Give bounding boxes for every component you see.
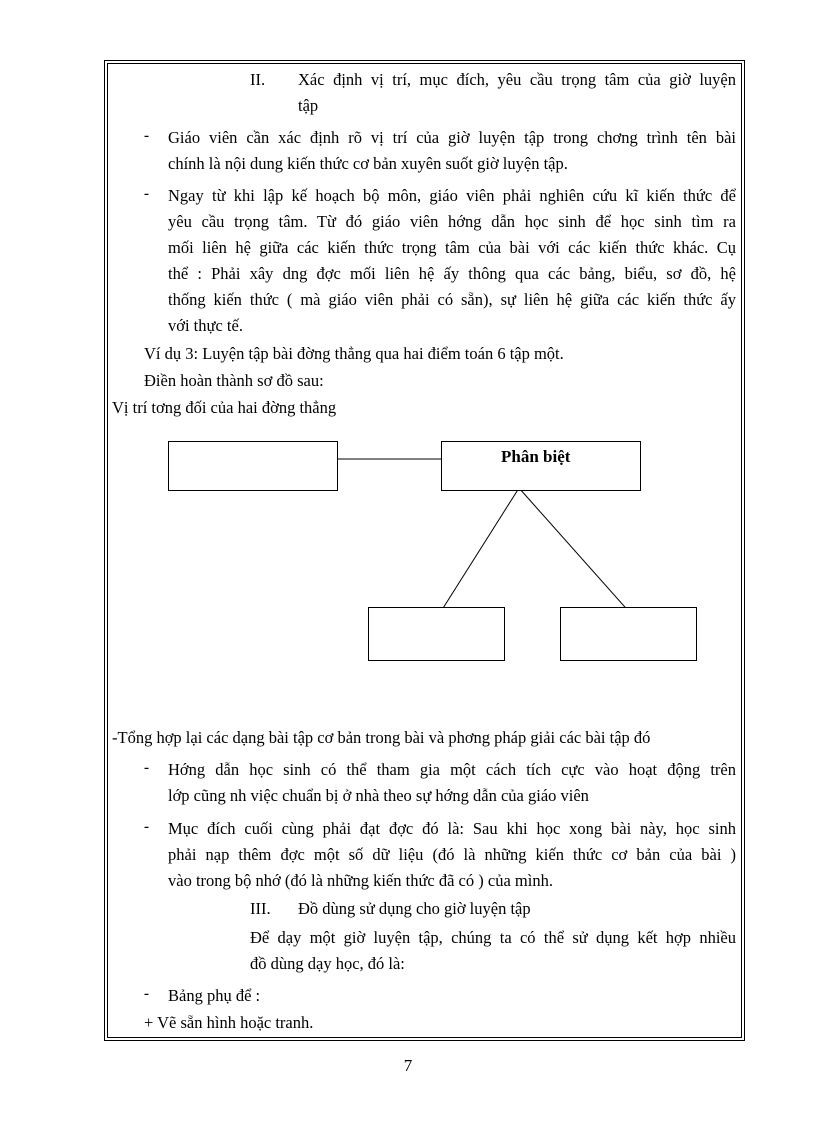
diagram-box-phan-biet [441,441,641,491]
bullet-a2-line3: mối liên hệ giữa các kiến thức trọng tâm của bài với các kiến thức khác. Cụ [168,238,736,257]
summary-line: -Tổng hợp lại các dạng bài tập cơ bản trong bài và phơng pháp giải các bài tập đó [112,728,651,747]
bullet-dash-icon: - [144,986,149,1002]
diagram-box-empty-bottom-left [368,607,505,661]
bullet-dash-icon: - [144,128,149,144]
section-2-title-cont: tập [298,96,319,115]
diagram-box-empty-left [168,441,338,491]
bullet-dash-icon: - [144,819,149,835]
section-3-para-line2: đồ dùng dạy học, đó là: [250,954,405,973]
section-2-numeral: II. [250,70,266,89]
section-3-title: Đồ dùng sử dụng cho giờ luyện tập [298,899,531,918]
bullet-dash-icon: - [144,186,149,202]
example-title: Ví dụ 3: Luyện tập bài đờng thẳng qua hai điểm toán 6 tập một. [144,344,564,363]
example-instruction: Điền hoàn thành sơ đồ sau: [144,371,324,390]
diagram-caption: Vị trí tơng đối của hai đờng thẳng [112,398,337,417]
bullet-b2-line3: vào trong bộ nhớ (đó là những kiến thức đã có ) của mình. [168,871,553,890]
section-3-numeral: III. [250,899,271,918]
bullet-dash-icon: - [144,760,149,776]
bullet-a1-line1: Giáo viên cần xác định rõ vị trí của giờ luyện tập trong chơng trình tên bài [168,128,736,147]
bullet-b2-line2: phải nạp thêm đợc một số dữ liệu (đó là những kiến thức cơ bản của bài ) [168,845,736,864]
bullet-b2-line1: Mục đích cuối cùng phải đạt đợc đó là: Sau khi học xong bài này, học sinh [168,819,736,838]
bullet-c: Bảng phụ để : [168,986,261,1005]
section-2-title: Xác định vị trí, mục đích, yêu cầu trọng tâm của giờ luyện [298,70,736,89]
plus-line: + Vẽ sẵn hình hoặc tranh. [144,1013,314,1032]
bullet-a1-line2: chính là nội dung kiến thức cơ bản xuyên suốt giờ luyện tập. [168,154,568,173]
diagram-box-empty-bottom-right [560,607,697,661]
page-number: 7 [403,1056,413,1075]
bullet-a2-line5: thống kiến thức ( mà giáo viên phải có sẵn), sự liên hệ giữa các kiến thức ấy [168,290,736,309]
bullet-a2-line4: thể : Phải xây dng đợc mối liên hệ ấy thông qua các bảng, biểu, sơ đồ, hệ [168,264,736,283]
bullet-a2-line1: Ngay từ khi lập kế hoạch bộ môn, giáo viên phải nghiên cứu kĩ kiến thức để [168,186,736,205]
bullet-b1-line2: lớp cũng nh việc chuẩn bị ở nhà theo sự hớng dẫn của giáo viên [168,786,589,805]
bullet-b1-line1: Hớng dẫn học sinh có thể tham gia một cách tích cực vào hoạt động trên [168,760,736,779]
arrow-left [433,488,519,624]
diagram-box-label: Phân biệt [501,447,571,466]
arrow-right [519,488,640,624]
bullet-a2-line2: yêu cầu trọng tâm. Từ đó giáo viên hớng dẫn học sinh để học sinh tìm ra [168,212,736,231]
bullet-a2-line6: với thực tế. [168,316,243,335]
section-3-para-line1: Để dạy một giờ luyện tập, chúng ta có thể sử dụng kết hợp nhiều [250,928,736,947]
